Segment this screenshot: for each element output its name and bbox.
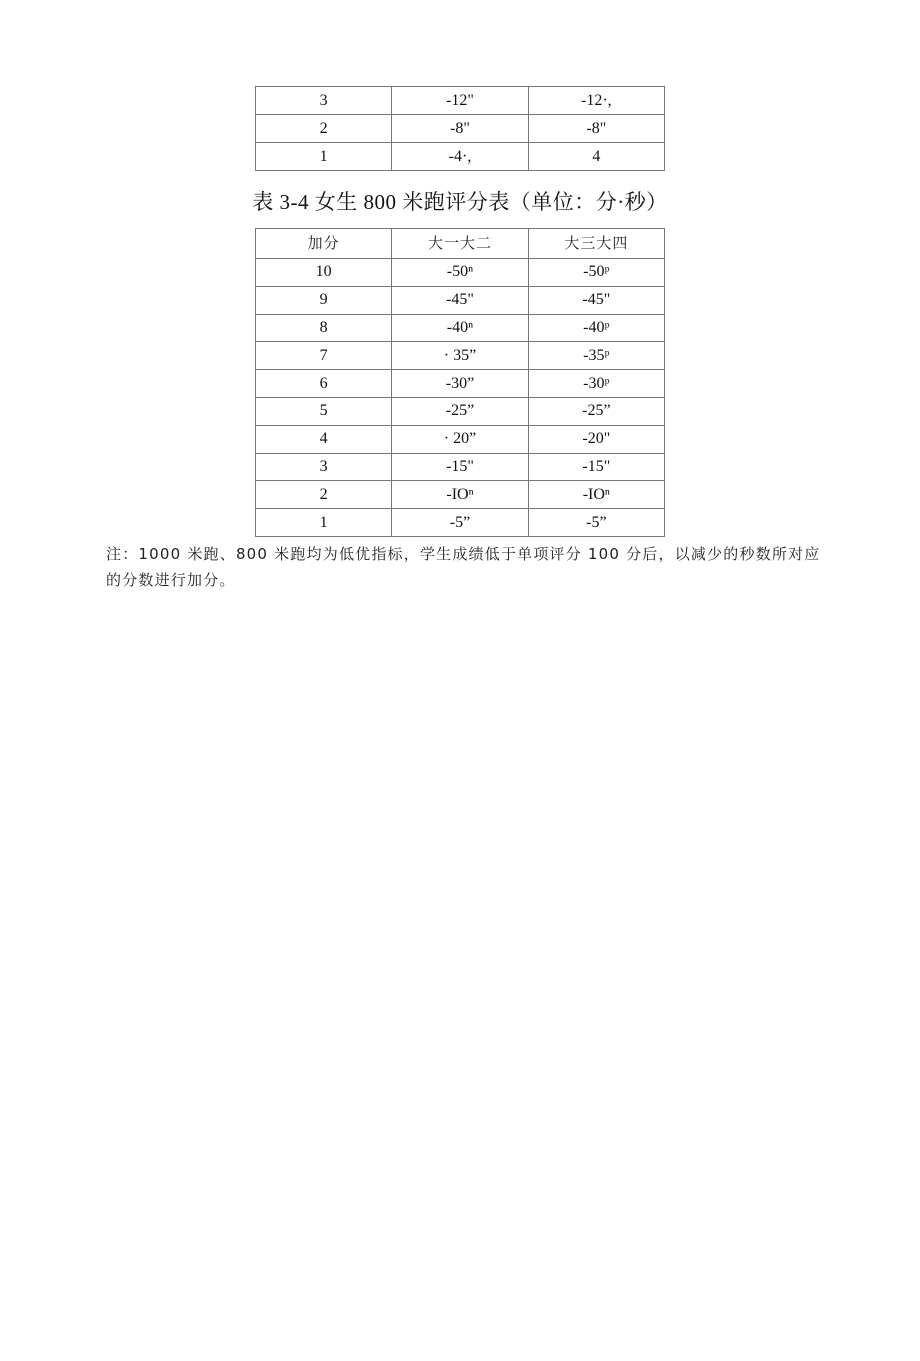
- table-cell: 9: [256, 286, 392, 314]
- table-cell: -12": [392, 87, 528, 115]
- table-row: [256, 509, 665, 537]
- table-caption: 表 3-4 女生 800 米跑评分表（单位：分·秒）: [252, 190, 668, 214]
- table-cell: 1: [256, 509, 392, 537]
- table-cell: -40ⁿ: [392, 314, 528, 342]
- table-row: [256, 453, 665, 481]
- table-cell: -5”: [392, 509, 528, 537]
- table-header-row: [256, 229, 665, 259]
- table-cell: -8": [392, 115, 528, 143]
- table-row: [256, 370, 665, 398]
- table-cell: -30”: [392, 370, 528, 398]
- female-800m-score-table: [255, 228, 665, 537]
- table-row: [256, 397, 665, 425]
- table-cell: 5: [256, 397, 392, 425]
- table-cell: -4·,: [392, 143, 528, 171]
- table-cell: -50ⁿ: [392, 259, 528, 287]
- table-cell: 3: [256, 453, 392, 481]
- table-cell: -40ᵖ: [528, 314, 664, 342]
- table-cell: -IOⁿ: [528, 481, 664, 509]
- column-header: 大三大四: [528, 229, 664, 259]
- footnote: 注：1000 米跑、800 米跑均为低优指标，学生成绩低于单项评分 100 分后，以减少的秒数所对应的分数进行加分。: [106, 545, 821, 589]
- table-row: [256, 342, 665, 370]
- table-row: [256, 425, 665, 453]
- table-cell: 4: [256, 425, 392, 453]
- table-cell: -35ᵖ: [528, 342, 664, 370]
- table-cell: -25”: [528, 397, 664, 425]
- table-row: [256, 115, 665, 143]
- table-row: [256, 259, 665, 287]
- table-cell: -8": [528, 115, 664, 143]
- table-cell: -15": [528, 453, 664, 481]
- top-score-table: [255, 86, 665, 171]
- table-cell: -20": [528, 425, 664, 453]
- table-row: [256, 286, 665, 314]
- column-header: 大一大二: [392, 229, 528, 259]
- table-cell: 2: [256, 481, 392, 509]
- table-cell: -IOⁿ: [392, 481, 528, 509]
- table-cell: 6: [256, 370, 392, 398]
- table-cell: 2: [256, 115, 392, 143]
- table-cell: -5”: [528, 509, 664, 537]
- table-cell: -50ᵖ: [528, 259, 664, 287]
- table-cell: -15": [392, 453, 528, 481]
- table-row: [256, 314, 665, 342]
- table-cell: · 20”: [392, 425, 528, 453]
- table-cell: -45": [392, 286, 528, 314]
- table-row: [256, 481, 665, 509]
- table-cell: 7: [256, 342, 392, 370]
- table-cell: -25”: [392, 397, 528, 425]
- table-cell: -12·,: [528, 87, 664, 115]
- column-header: 加分: [256, 229, 392, 259]
- table-row: [256, 143, 665, 171]
- table-cell: 8: [256, 314, 392, 342]
- table-cell: 3: [256, 87, 392, 115]
- table-cell: · 35”: [392, 342, 528, 370]
- table-row: [256, 87, 665, 115]
- table-cell: 10: [256, 259, 392, 287]
- table-cell: 4: [528, 143, 664, 171]
- table-cell: -45": [528, 286, 664, 314]
- table-cell: -30ᵖ: [528, 370, 664, 398]
- table-cell: 1: [256, 143, 392, 171]
